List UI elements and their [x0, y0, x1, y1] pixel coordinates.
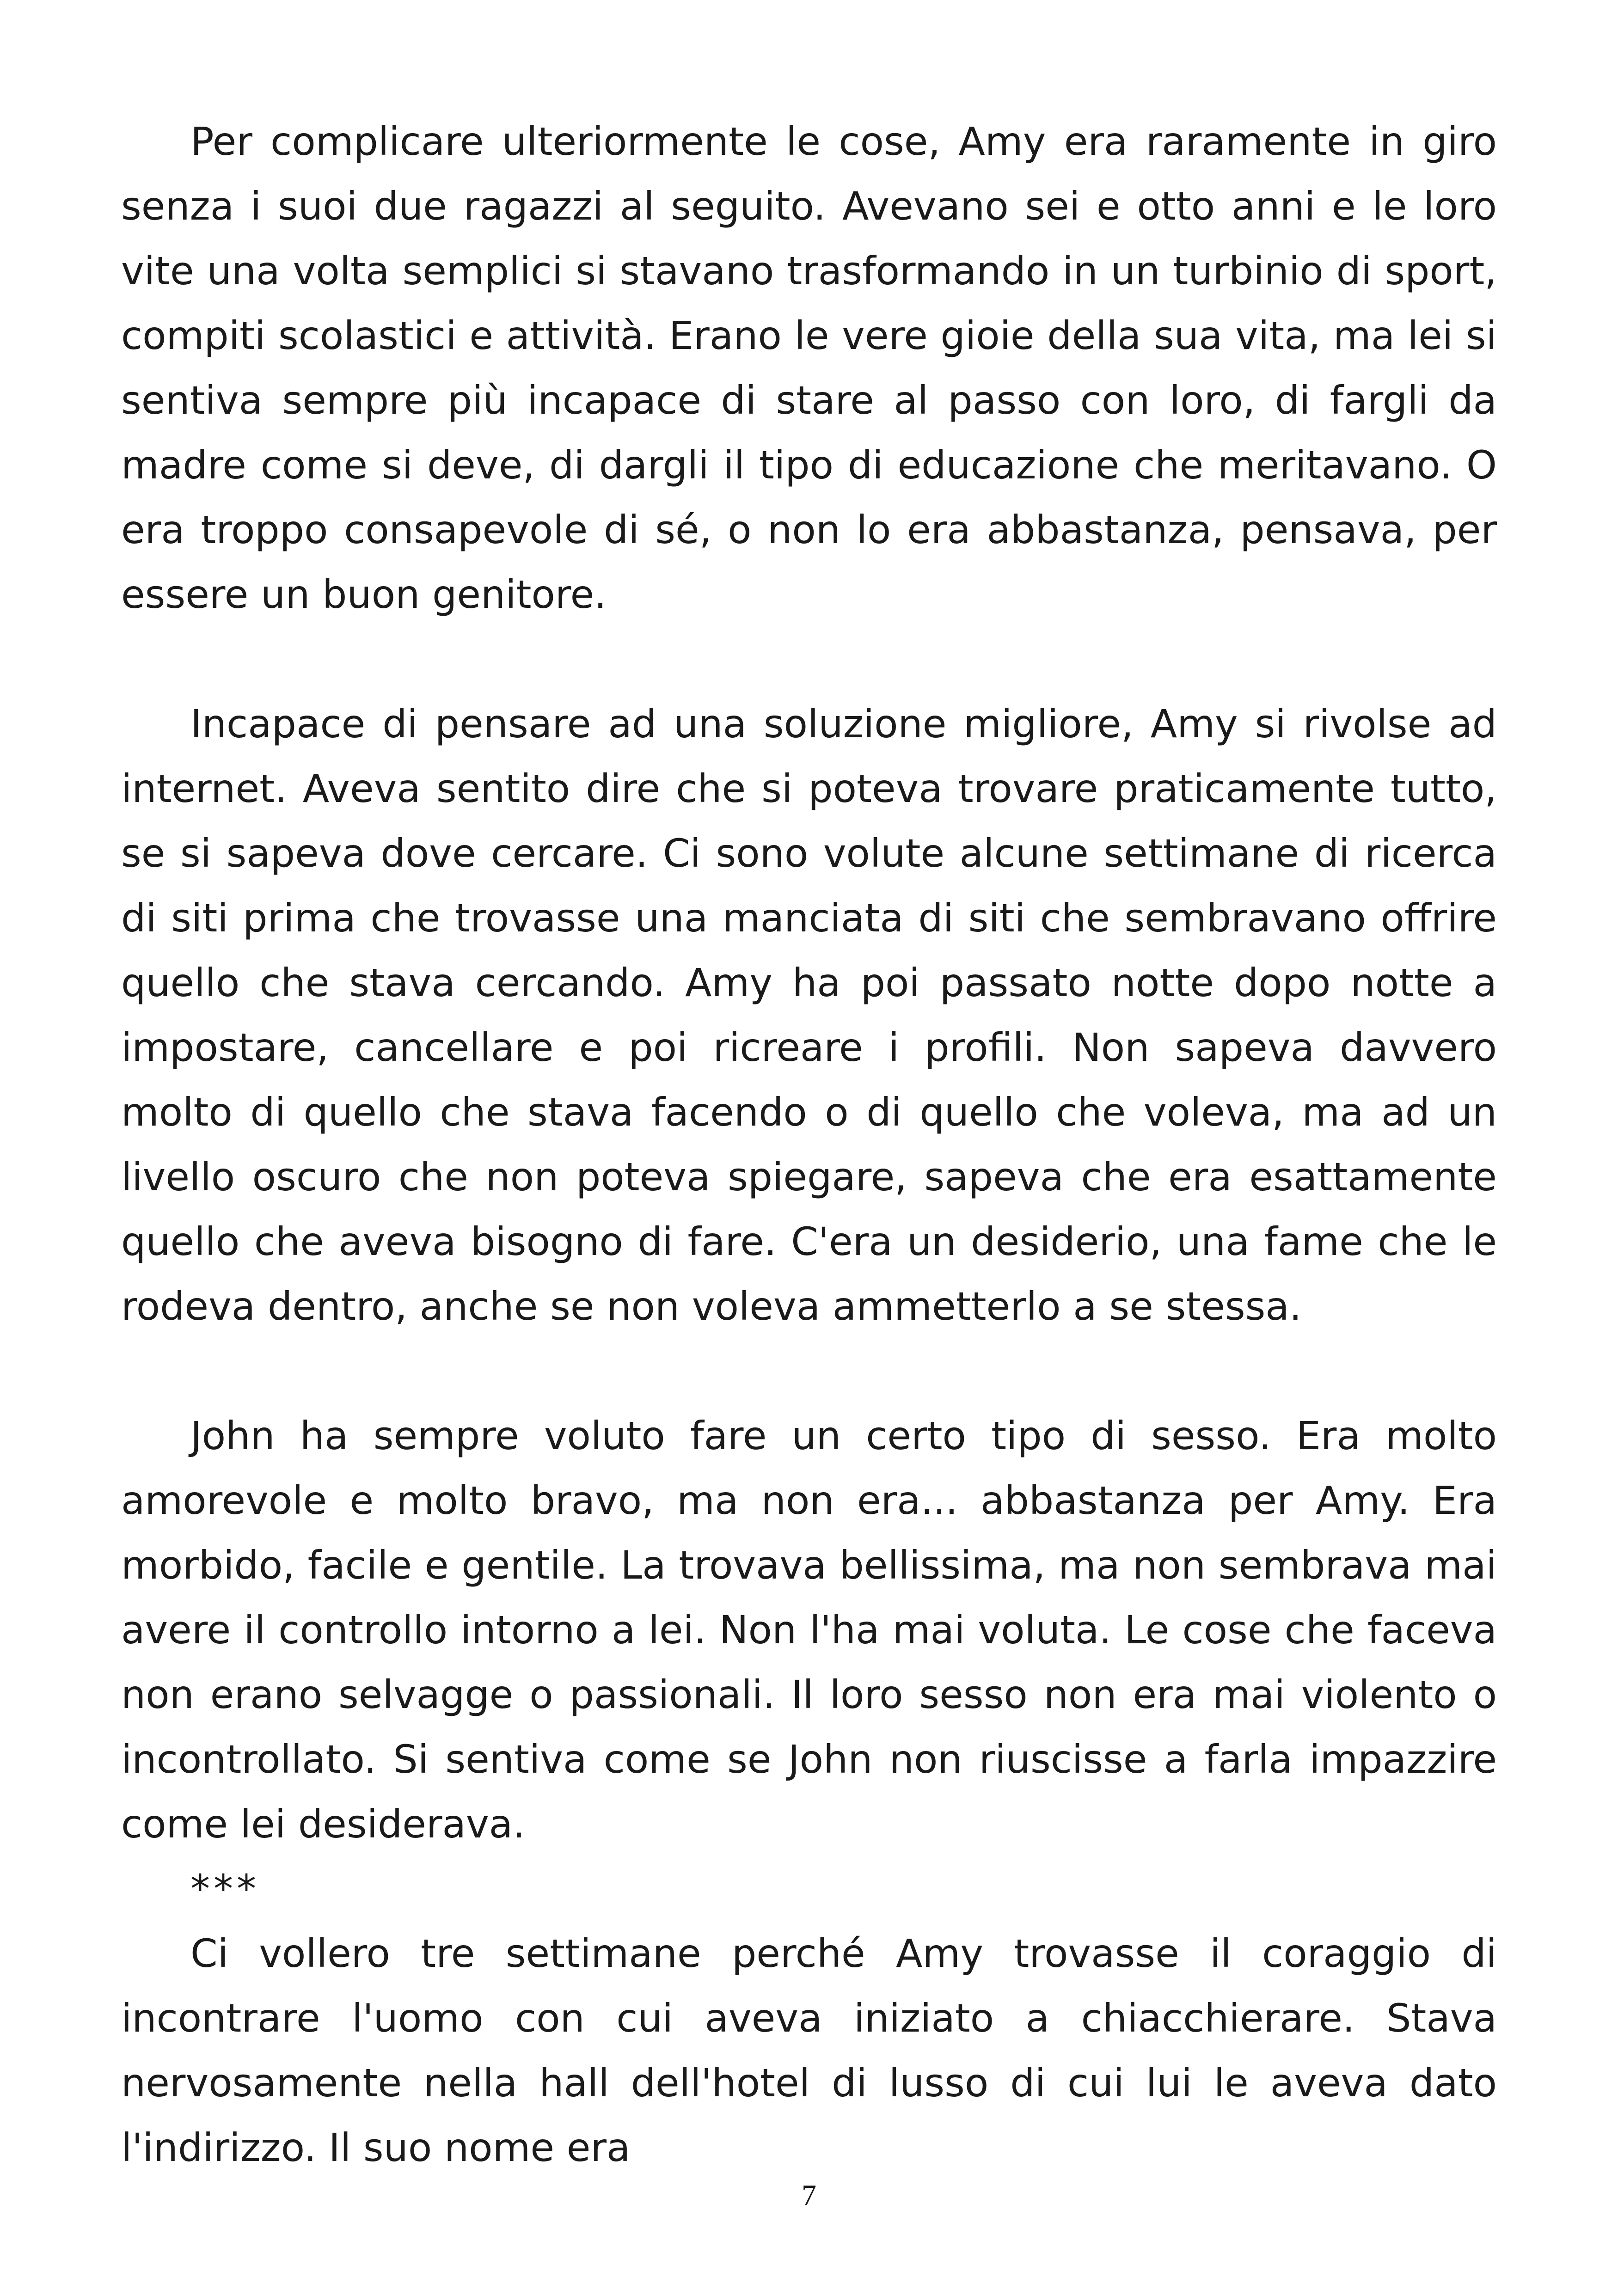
page-number: 7	[802, 2179, 816, 2211]
paragraph-1: Per complicare ulteriormente le cose, Amy era raramente in giro senza i suoi due ragazzi al seguito. Avevano sei e otto anni e le loro vite una volta semplici si stavano trasformando in un turbinio di sport, compiti scolastici e attività. Erano le vere gioie della sua vita, ma lei si sentiva sempre più incapace di stare al passo con loro, di fargli da madre come si deve, di dargli il tipo di educazione che meritavano. O era troppo consapevole di sé, o non lo era abbastanza, pensava, per essere un buon genitore.	[121, 119, 1497, 617]
scene-separator: ***	[190, 1866, 260, 1911]
paragraph-gap	[121, 627, 1497, 692]
paragraph-2: Incapace di pensare ad una soluzione migliore, Amy si rivolse ad internet. Aveva sentito dire che si poteva trovare praticamente tutto, se si sapeva dove cercare. Ci sono volute alcune settimane di ricerca di siti prima che trovasse una manciata di siti che sembravano offrire quello che stava cercando. Amy ha poi passato notte dopo notte a impostare, cancellare e poi ricreare i profili. Non sapeva davvero molto di quello che stava facendo o di quello che voleva, ma ad un livello oscuro che non poteva spiegare, sapeva che era esattamente quello che aveva bisogno di fare. C'era un desiderio, una fame che le rodeva dentro, anche se non voleva ammetterlo a se stessa.	[121, 701, 1497, 1329]
paragraph-3: John ha sempre voluto fare un certo tipo di sesso. Era molto amorevole e molto bravo, ma non era... abbastanza per Amy. Era morbido, facile e gentile. La trovava bellissima, ma non sembrava mai avere il controllo intorno a lei. Non l'ha mai voluta. Le cose che faceva non erano selvagge o passionali. Il loro sesso non era mai violento o incontrollato. Si sentiva come se John non riuscisse a farla impazzire come lei desiderava.	[121, 1413, 1497, 1847]
document-body	[121, 109, 1497, 2180]
paragraph-4: Ci vollero tre settimane perché Amy trovasse il coraggio di incontrare l'uomo con cui aveva iniziato a chiacchierare. Stava nervosamente nella hall dell'hotel di lusso di cui lui le aveva dato l'indirizzo. Il suo nome era	[121, 1931, 1497, 2170]
paragraph-gap	[121, 1339, 1497, 1403]
